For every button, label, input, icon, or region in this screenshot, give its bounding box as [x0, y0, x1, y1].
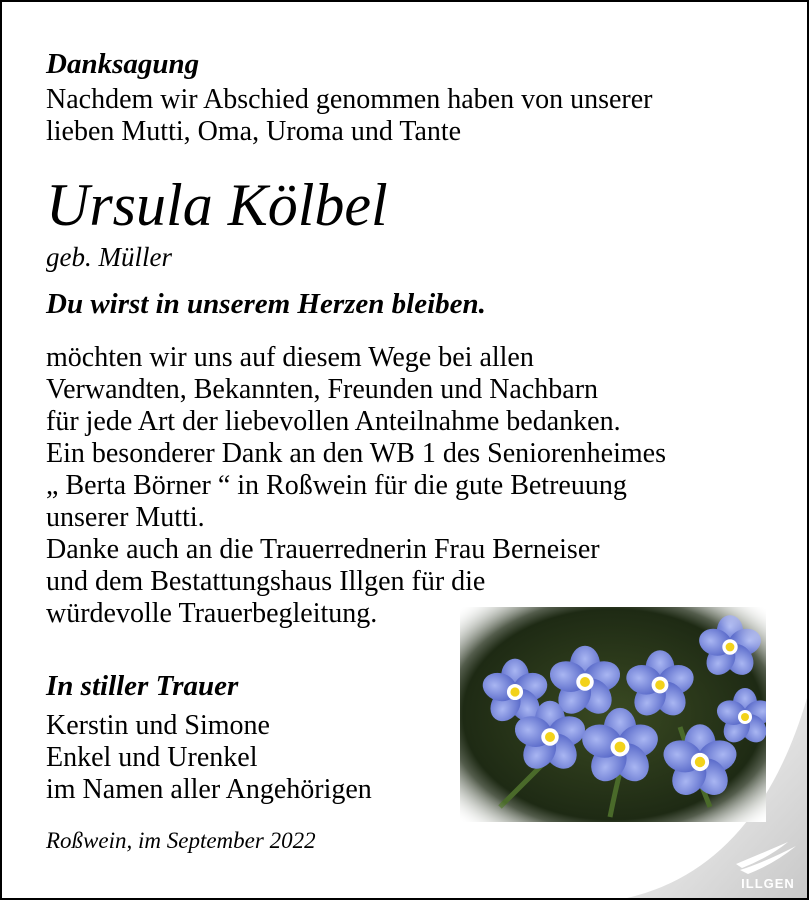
body-text — [46, 342, 666, 630]
body-line: „ Berta Börner “ in Roßwein für die gute Betreuung — [46, 470, 627, 501]
body-line: Ein besonderer Dank an den WB 1 des Seniorenheimes — [46, 438, 666, 469]
body-line: und dem Bestattungshaus Illgen für die — [46, 566, 486, 597]
body-line: unserer Mutti. — [46, 502, 205, 533]
mourning-heading: In stiller Trauer — [46, 670, 239, 702]
body-line: würdevolle Trauerbegleitung. — [46, 598, 378, 629]
illgen-logo — [730, 834, 806, 894]
place-date: Roßwein, im September 2022 — [46, 828, 316, 853]
motto: Du wirst in unserem Herzen bleiben. — [46, 288, 486, 320]
logo-swoosh-icon — [730, 834, 806, 894]
birth-name: geb. Müller — [46, 242, 172, 272]
body-line: Danke auch an die Trauerrednerin Frau Berneiser — [46, 534, 600, 565]
intro-line: lieben Mutti, Oma, Uroma und Tante — [46, 116, 462, 147]
signers — [46, 710, 372, 806]
signer-line: Kerstin und Simone — [46, 710, 270, 741]
body-line: möchten wir uns auf diesem Wege bei allen — [46, 342, 534, 373]
heading: Danksagung — [46, 48, 200, 80]
signer-line: Enkel und Urenkel — [46, 742, 258, 773]
deceased-name: Ursula Kölbel — [46, 172, 388, 238]
body-line: Verwandten, Bekannten, Freunden und Nachbarn — [46, 374, 599, 405]
intro-text — [46, 84, 652, 148]
body-line: für jede Art der liebevollen Anteilnahme bedanken. — [46, 406, 621, 437]
intro-line: Nachdem wir Abschied genommen haben von unserer — [46, 84, 653, 115]
flower-image — [460, 607, 766, 822]
signer-line: im Namen aller Angehörigen — [46, 774, 372, 805]
forget-me-not-photo — [460, 607, 766, 822]
logo-text: ILLGEN — [741, 876, 795, 891]
